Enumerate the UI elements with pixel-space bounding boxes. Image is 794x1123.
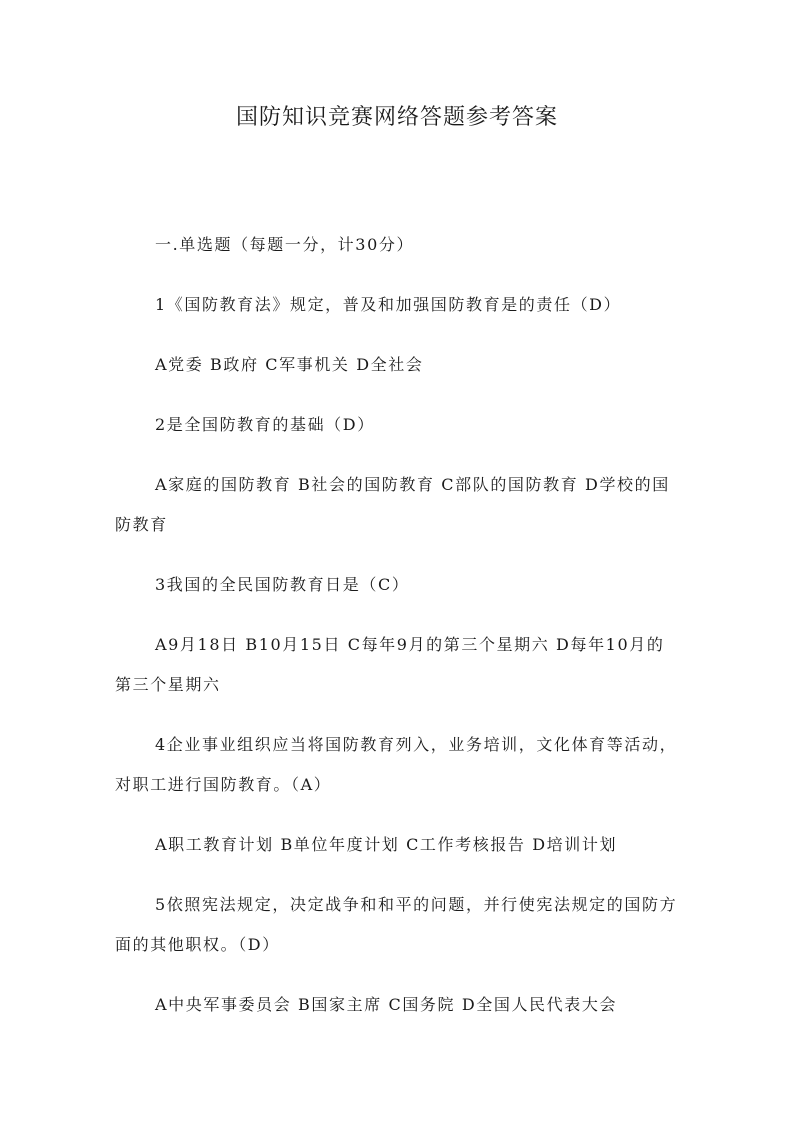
question-4: 4企业事业组织应当将国防教育列入，业务培训，文化体育等活动，对职工进行国防教育。（A） <box>115 735 678 794</box>
question-1: 1《国防教育法》规定，普及和加强国防教育是的责任（D） <box>155 295 622 314</box>
question-4-options: A职工教育计划 B单位年度计划 C工作考核报告 D培训计划 <box>155 835 618 854</box>
section-heading: 一.单选题（每题一分，计30分） <box>155 235 415 254</box>
document-title: 国防知识竞赛网络答题参考答案 <box>235 105 558 130</box>
question-5-options: A中央军事委员会 B国家主席 C国务院 D全国人民代表大会 <box>155 995 618 1014</box>
question-5: 5依照宪法规定，决定战争和和平的问题，并行使宪法规定的国防方面的其他职权。（D） <box>115 895 678 954</box>
document-body <box>115 225 681 1045</box>
question-1-options: A党委 B政府 C军事机关 D全社会 <box>155 355 424 374</box>
question-2: 2是全国防教育的基础（D） <box>155 415 375 434</box>
question-3-options: A9月18日 B10月15日 C每年9月的第三个星期六 D每年10月的第三个星期六 <box>115 635 665 694</box>
question-2-options: A家庭的国防教育 B社会的国防教育 C部队的国防教育 D学校的国防教育 <box>115 475 670 534</box>
question-3: 3我国的全民国防教育日是（C） <box>155 575 410 594</box>
